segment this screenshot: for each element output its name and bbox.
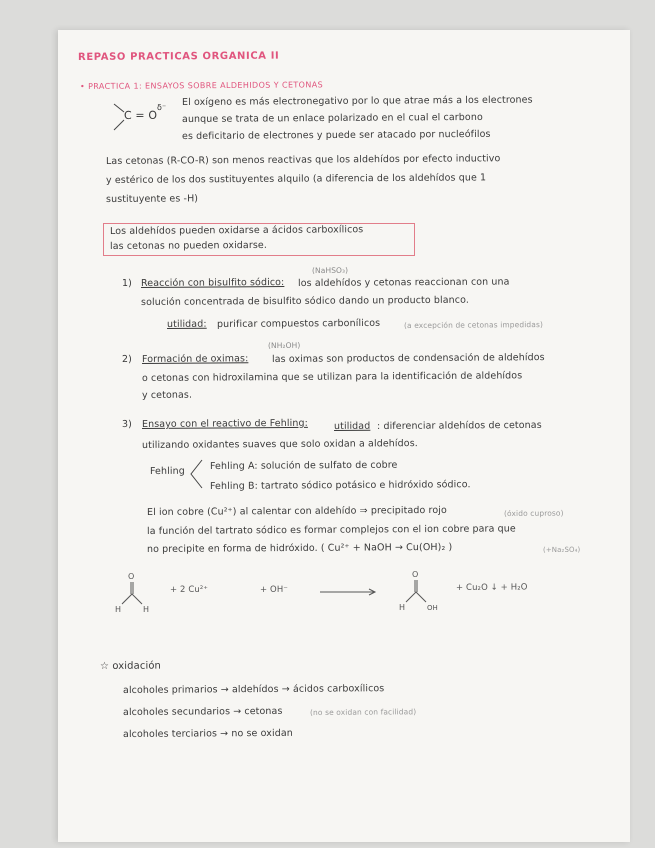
carbonyl-formula: C = O <box>123 108 158 122</box>
item-title: Formación de oximas: <box>141 353 249 365</box>
atom-label: O <box>412 570 419 579</box>
copper-text-line: la función del tartrato sódico es formar complejos con el ion cobre para que <box>146 523 516 537</box>
carbonyl-text-line: El oxígeno es más electronegativo por lo que atrae más a los electrones <box>181 94 533 108</box>
aldehyde-structure <box>112 570 162 614</box>
item-number: 2) <box>121 353 132 365</box>
copper-note: (+Na₂SO₄) <box>542 545 581 554</box>
oxidation-line: alcoholes secundarios → cetonas <box>122 705 283 718</box>
fehling-a: Fehling A: solución de sulfato de cobre <box>209 459 398 472</box>
item-title: Ensayo con el reactivo de Fehling: <box>141 417 308 430</box>
atom-label: O <box>128 572 135 581</box>
fehling-brace <box>188 458 204 492</box>
utility-note: (a excepción de cetonas impedidas) <box>403 320 544 330</box>
item-number: 3) <box>121 418 132 430</box>
item-text-line: o cetonas con hidroxilamina que se utilizan para la identificación de aldehídos <box>141 370 523 384</box>
ketones-paragraph-line: y estérico de los dos sustituyentes alquilo (a diferencia de los aldehídos que 1 <box>105 172 487 186</box>
copper-text-line: El ion cobre (Cu²⁺) al calentar con aldehído ⇒ precipitado rojo <box>146 504 447 518</box>
utility-text: purificar compuestos carbonílicos <box>216 317 381 330</box>
ketones-paragraph-line: sustituyente es -H) <box>105 193 199 205</box>
utility-text: : diferenciar aldehídos de cetonas <box>376 419 542 432</box>
atom-label: H <box>115 605 122 614</box>
page-title: REPASO PRACTICAS ORGANICA II <box>77 50 280 63</box>
reaction-arrow <box>318 587 380 597</box>
item-number: 1) <box>121 277 132 289</box>
atom-label: H <box>399 603 406 612</box>
oxidation-line: alcoholes terciarios → no se oxidan <box>122 727 293 740</box>
section-heading: • PRACTICA 1: ENSAYOS SOBRE ALDEHIDOS Y CETONAS <box>79 80 324 91</box>
oxidation-note: (no se oxidan con facilidad) <box>309 707 417 717</box>
carbonyl-text-line: aunque se trata de un enlace polarizado en el cual el carbono <box>181 111 483 125</box>
item-text-line: solución concentrada de bisulfito sódico dando un producto blanco. <box>140 294 470 308</box>
item-title: Reacción con bisulfito sódico: <box>140 276 285 289</box>
item-formula-note: (NaHSO₃) <box>311 265 349 275</box>
fehling-b: Fehling B: tartrato sódico potásico e hidróxido sódico. <box>209 479 471 492</box>
atom-label: H <box>143 605 150 614</box>
copper-text-line: no precipite en forma de hidróxido. ( Cu²⁺ + NaOH → Cu(OH)₂ ) <box>146 541 453 555</box>
item-text-line: los aldehídos y cetonas reaccionan con una <box>297 276 510 289</box>
carbonyl-charge: δ⁻ <box>156 102 167 112</box>
ketones-paragraph-line: Las cetonas (R-CO-R) son menos reactivas que los aldehídos por efecto inductivo <box>105 153 501 167</box>
notebook-page <box>58 30 630 842</box>
reaction-product: + Cu₂O ↓ + H₂O <box>455 582 528 593</box>
reaction-reagent: + OH⁻ <box>259 584 288 595</box>
utility-label: utilidad <box>333 420 371 432</box>
item-text-line: utilizando oxidantes suaves que solo oxidan a aldehídos. <box>141 438 418 451</box>
oxidation-heading: ☆ oxidación <box>99 660 162 672</box>
item-text-line: las oximas son productos de condensación de aldehídos <box>271 352 545 365</box>
note-box-line: Los aldehídos pueden oxidarse a ácidos carboxílicos <box>109 224 364 237</box>
note-box-line: las cetonas no pueden oxidarse. <box>109 239 268 252</box>
item-formula-note: (NH₂OH) <box>267 340 301 350</box>
utility-label: utilidad: <box>166 318 207 330</box>
reaction-reagent: + 2 Cu²⁺ <box>169 584 208 595</box>
carbonyl-text-line: es deficitario de electrones y puede ser atacado por nucleófilos <box>181 128 491 142</box>
oxidation-line: alcoholes primarios → aldehídos → ácidos carboxílicos <box>122 683 385 696</box>
copper-note: (óxido cuproso) <box>503 508 564 518</box>
fehling-label: Fehling <box>149 465 185 477</box>
carboxylate-structure <box>396 568 452 612</box>
atom-label: OH <box>427 604 438 612</box>
item-text-line: y cetonas. <box>141 389 193 401</box>
